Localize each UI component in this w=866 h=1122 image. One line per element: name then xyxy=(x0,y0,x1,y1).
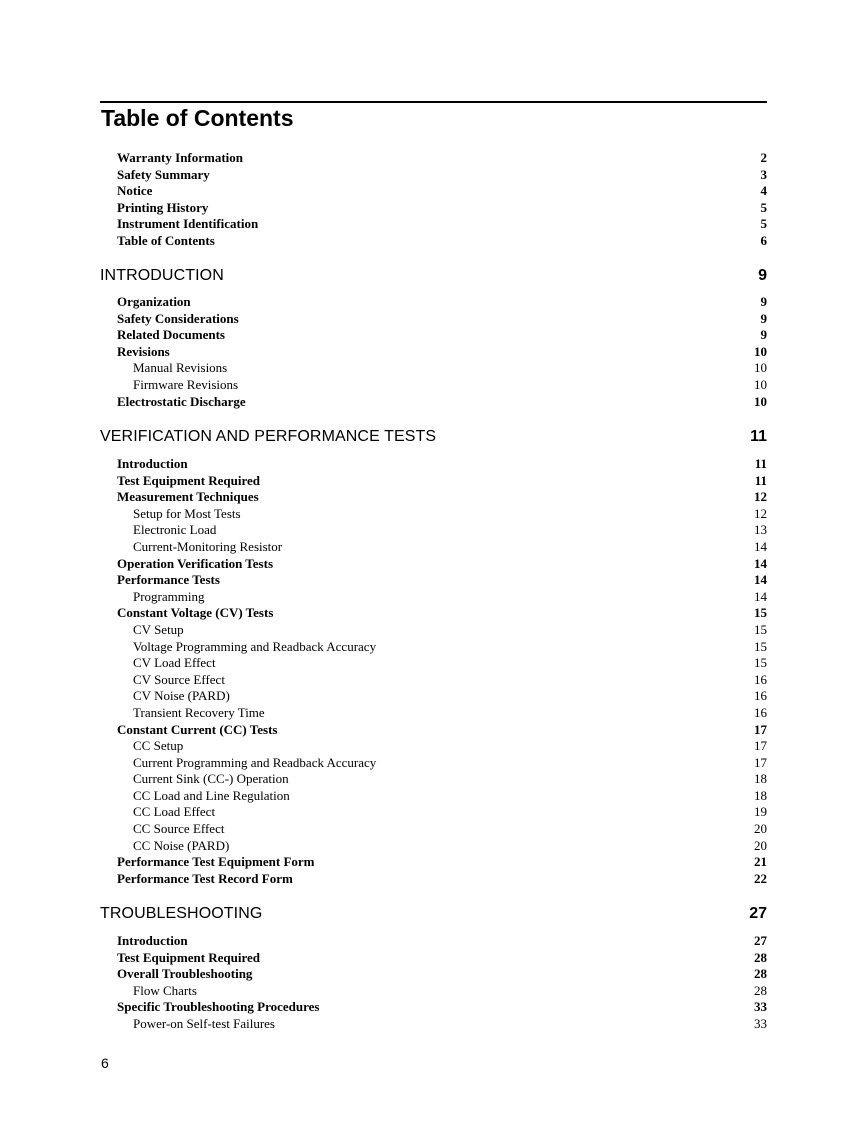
toc-entry-page: 14 xyxy=(754,572,767,588)
toc-entry-label: Manual Revisions xyxy=(133,360,228,376)
toc-entry-page: 15 xyxy=(754,621,767,637)
toc-entry-label: Operation Verification Tests xyxy=(117,555,274,571)
toc-entry-label: Voltage Programming and Readback Accuracy xyxy=(133,638,377,654)
toc-entry-page: 27 xyxy=(754,933,767,948)
toc-entry-page: 16 xyxy=(754,688,767,704)
chapter-page: 9 xyxy=(758,267,767,284)
toc-subentry[interactable] xyxy=(100,804,767,821)
toc-entry-page: 15 xyxy=(754,605,767,621)
toc-entry-label: CV Load Effect xyxy=(133,655,216,671)
toc-entry-page: 13 xyxy=(754,522,767,538)
toc-subentry[interactable] xyxy=(100,672,767,689)
toc-subentry[interactable] xyxy=(100,522,767,539)
toc-entry-label: Introduction xyxy=(117,933,188,948)
toc-entry-page: 18 xyxy=(754,787,767,803)
toc-entry-page: 10 xyxy=(754,360,767,376)
toc-entry[interactable] xyxy=(100,605,767,622)
toc-entry-label: Current Sink (CC-) Operation xyxy=(133,771,289,787)
toc-entry-label: Safety Summary xyxy=(117,166,210,182)
toc-entry-page: 5 xyxy=(760,216,767,232)
toc-entry-page: 28 xyxy=(754,949,767,965)
toc-entry[interactable] xyxy=(100,233,767,250)
toc-entry-label: Performance Test Equipment Form xyxy=(117,854,315,870)
toc-entry-page: 4 xyxy=(760,183,767,199)
toc-entry-page: 14 xyxy=(754,588,767,604)
toc-entry-label: Transient Recovery Time xyxy=(133,704,265,720)
toc-entry-page: 10 xyxy=(754,343,767,359)
toc-entry[interactable] xyxy=(100,327,767,344)
toc-entry-label: Overall Troubleshooting xyxy=(117,966,253,982)
toc-entry[interactable] xyxy=(100,489,767,506)
toc-entry[interactable] xyxy=(100,999,767,1016)
toc-entry[interactable] xyxy=(100,183,767,200)
toc-subentry[interactable] xyxy=(100,788,767,805)
toc-entry-page: 9 xyxy=(760,294,767,309)
toc-entry-label: Programming xyxy=(133,588,205,604)
toc-entry[interactable] xyxy=(100,167,767,184)
toc-entry-page: 5 xyxy=(760,199,767,215)
toc-entry[interactable] xyxy=(100,473,767,490)
toc-entry-page: 10 xyxy=(754,376,767,392)
toc-entry-page: 9 xyxy=(760,327,767,343)
toc-entry-page: 15 xyxy=(754,638,767,654)
toc-entry-label: Measurement Techniques xyxy=(117,489,259,505)
toc-entry-label: Safety Considerations xyxy=(117,310,239,326)
toc-entry[interactable] xyxy=(100,344,767,361)
toc-entry-page: 11 xyxy=(754,456,767,471)
toc-subentry[interactable] xyxy=(100,1016,767,1033)
toc-entry[interactable] xyxy=(100,311,767,328)
toc-subentry[interactable] xyxy=(100,506,767,523)
chapter-title: TROUBLESHOOTING xyxy=(100,905,263,922)
toc-entry-page: 28 xyxy=(754,982,767,998)
toc-entry-label: Electrostatic Discharge xyxy=(117,393,246,409)
toc-entry-page: 2 xyxy=(760,150,767,165)
toc-entry-page: 12 xyxy=(754,489,767,505)
toc-entry-page: 3 xyxy=(760,166,767,182)
toc-entry-label: Introduction xyxy=(117,456,188,471)
toc-entry[interactable] xyxy=(100,456,767,473)
toc-subentry[interactable] xyxy=(100,755,767,772)
toc-subentry[interactable] xyxy=(100,738,767,755)
toc-entry[interactable] xyxy=(100,200,767,217)
header-rule xyxy=(100,101,767,103)
chapter-troubleshooting-entries xyxy=(100,933,767,1033)
toc-entry-label: CV Noise (PARD) xyxy=(133,688,230,704)
toc-entry-label: Performance Test Record Form xyxy=(117,870,293,886)
toc-entry-label: Constant Current (CC) Tests xyxy=(117,721,278,737)
toc-entry-page: 17 xyxy=(754,754,767,770)
toc-entry-page: 17 xyxy=(754,738,767,754)
toc-entry-label: Performance Tests xyxy=(117,572,220,588)
toc-entry[interactable] xyxy=(100,722,767,739)
toc-entry-page: 6 xyxy=(760,232,767,248)
toc-subentry[interactable] xyxy=(100,655,767,672)
toc-entry[interactable] xyxy=(100,556,767,573)
chapter-introduction xyxy=(100,266,767,286)
toc-entry-page: 21 xyxy=(754,854,767,870)
toc-entry-label: Specific Troubleshooting Procedures xyxy=(117,999,320,1015)
toc-entry-page: 14 xyxy=(754,538,767,554)
chapter-page: 11 xyxy=(750,428,767,445)
toc-entry-label: Printing History xyxy=(117,199,209,215)
toc-entry-label: Instrument Identification xyxy=(117,216,259,232)
toc-entry-label: Current Programming and Readback Accuracy xyxy=(133,754,377,770)
chapter-verification xyxy=(100,427,767,447)
toc-entry-label: CC Load and Line Regulation xyxy=(133,787,290,803)
toc-entry-page: 16 xyxy=(754,704,767,720)
toc-entry[interactable] xyxy=(100,871,767,888)
toc-entry-label: CV Source Effect xyxy=(133,671,225,687)
toc-entry-page: 10 xyxy=(754,393,767,409)
toc-entry-label: Test Equipment Required xyxy=(117,949,261,965)
chapter-title: VERIFICATION AND PERFORMANCE TESTS xyxy=(100,428,437,445)
toc-entry-label: Flow Charts xyxy=(133,982,197,998)
toc-subentry[interactable] xyxy=(100,639,767,656)
toc-subentry[interactable] xyxy=(100,539,767,556)
toc-entry-label: CC Noise (PARD) xyxy=(133,837,230,853)
toc-entry-page: 17 xyxy=(754,721,767,737)
toc-entry-label: Revisions xyxy=(117,343,170,359)
toc-entry-page: 20 xyxy=(754,837,767,853)
toc-entry-page: 33 xyxy=(754,999,767,1015)
toc-subentry[interactable] xyxy=(100,821,767,838)
toc-entry-label: Related Documents xyxy=(117,327,225,343)
toc-entry-page: 12 xyxy=(754,505,767,521)
toc-entry-label: Current-Monitoring Resistor xyxy=(133,538,283,554)
toc-entry[interactable] xyxy=(100,572,767,589)
chapter-verification-entries xyxy=(100,456,767,887)
toc-entry-label: CC Source Effect xyxy=(133,821,225,837)
toc-entry-page: 18 xyxy=(754,771,767,787)
toc-subentry[interactable] xyxy=(100,983,767,1000)
toc-entry[interactable] xyxy=(100,216,767,233)
chapter-introduction-entries xyxy=(100,294,767,410)
toc-subentry[interactable] xyxy=(100,688,767,705)
toc-entry-page: 15 xyxy=(754,655,767,671)
toc-subentry[interactable] xyxy=(100,838,767,855)
toc-entry-page: 33 xyxy=(754,1015,767,1031)
toc-entry-label: Power-on Self-test Failures xyxy=(133,1015,275,1031)
toc-subentry[interactable] xyxy=(100,771,767,788)
toc-entry-page: 9 xyxy=(760,310,767,326)
toc-entry-label: Firmware Revisions xyxy=(133,376,239,392)
chapter-page: 27 xyxy=(749,905,767,922)
toc-subentry[interactable] xyxy=(100,360,767,377)
toc-entry[interactable] xyxy=(100,933,767,950)
toc-entry-page: 20 xyxy=(754,821,767,837)
toc-subentry[interactable] xyxy=(100,705,767,722)
toc-entry-label: Constant Voltage (CV) Tests xyxy=(117,605,274,621)
toc-entry[interactable] xyxy=(100,854,767,871)
toc-entry-label: Warranty Information xyxy=(117,150,244,165)
toc-entry[interactable] xyxy=(100,966,767,983)
toc-subentry[interactable] xyxy=(100,377,767,394)
toc-entry[interactable] xyxy=(100,950,767,967)
toc-entry-label: Test Equipment Required xyxy=(117,472,261,488)
toc-entry-page: 11 xyxy=(754,472,767,488)
front-matter-list xyxy=(100,150,767,250)
toc-entry[interactable] xyxy=(100,394,767,411)
chapter-heading[interactable] xyxy=(100,427,767,447)
toc-entry-page: 19 xyxy=(754,804,767,820)
chapter-troubleshooting xyxy=(100,904,767,924)
toc-entry-label: Table of Contents xyxy=(117,232,215,248)
toc-entry-page: 22 xyxy=(754,870,767,886)
chapter-heading[interactable] xyxy=(100,266,767,286)
toc-entry-page: 16 xyxy=(754,671,767,687)
toc-entry-label: CC Setup xyxy=(133,738,184,754)
toc-entry-label: CV Setup xyxy=(133,621,184,637)
toc-entry-label: Notice xyxy=(117,183,153,199)
toc-subentry[interactable] xyxy=(100,622,767,639)
chapter-title: INTRODUCTION xyxy=(100,267,224,284)
toc-entry[interactable] xyxy=(100,294,767,311)
toc-entry-page: 14 xyxy=(754,555,767,571)
page-number: 6 xyxy=(101,1055,109,1071)
toc-entry-label: Setup for Most Tests xyxy=(133,505,241,521)
page-title: Table of Contents xyxy=(101,105,294,131)
toc-entry-label: Organization xyxy=(117,294,191,309)
chapter-heading[interactable] xyxy=(100,904,767,924)
toc-entry-label: CC Load Effect xyxy=(133,804,216,820)
toc-subentry[interactable] xyxy=(100,589,767,606)
toc-entry[interactable] xyxy=(100,150,767,167)
toc-entry-label: Electronic Load xyxy=(133,522,217,538)
toc-entry-page: 28 xyxy=(754,966,767,982)
